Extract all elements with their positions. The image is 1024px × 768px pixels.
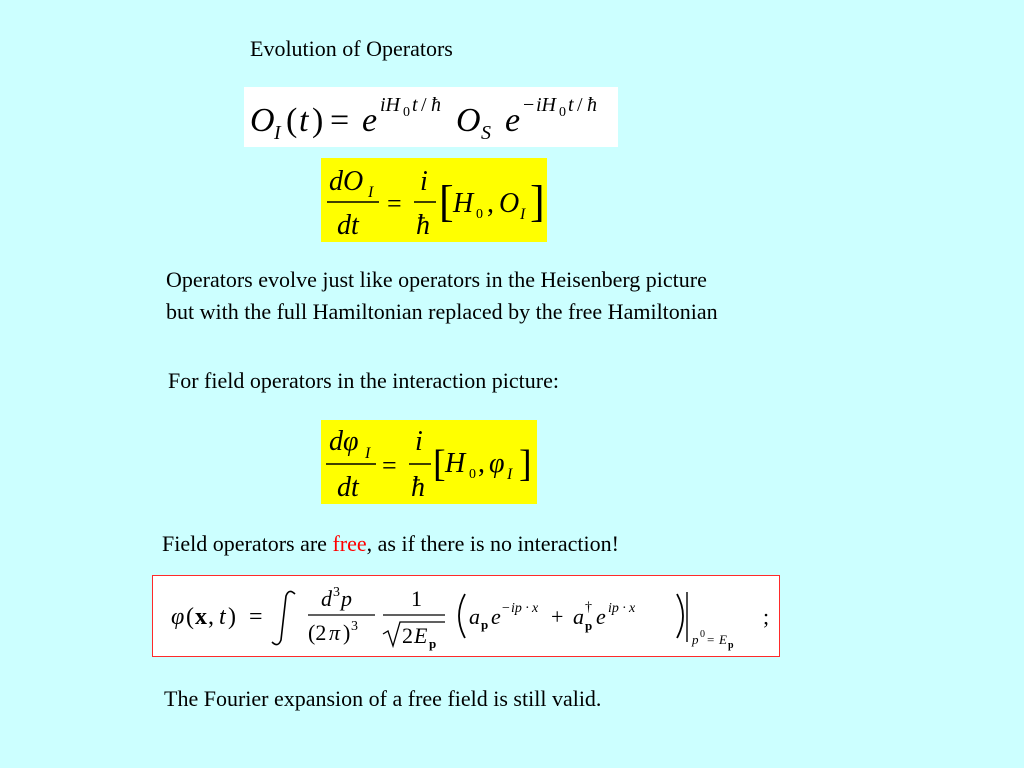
svg-text:φ: φ (489, 448, 505, 479)
svg-text:]: ] (519, 443, 532, 485)
free-field-text-before: Field operators are (162, 531, 333, 556)
svg-text:p: p (692, 632, 699, 647)
svg-text:e: e (505, 102, 521, 139)
svg-text:iH: iH (380, 94, 400, 116)
svg-text:;: ; (763, 604, 770, 629)
svg-text:d: d (321, 586, 332, 611)
svg-text:I: I (365, 445, 371, 462)
svg-text:O: O (250, 102, 275, 139)
svg-text:=: = (330, 102, 350, 139)
svg-text:−: − (523, 94, 535, 116)
svg-text:ħ: ħ (416, 210, 430, 241)
svg-text:H: H (453, 188, 474, 219)
svg-text:2: 2 (402, 623, 413, 648)
svg-text:E: E (719, 632, 727, 647)
svg-text:0: 0 (403, 105, 410, 120)
svg-text:I: I (274, 122, 281, 144)
svg-text:dt: dt (337, 210, 359, 241)
equation-operator-evolution (321, 158, 547, 242)
svg-text:e: e (596, 604, 606, 629)
svg-text:x: x (195, 604, 207, 630)
equation-field-evolution (321, 420, 537, 504)
svg-text:π: π (329, 620, 341, 645)
svg-text:I: I (507, 466, 513, 483)
svg-text:−: − (502, 601, 510, 616)
svg-text:O: O (499, 188, 520, 219)
svg-text:3: 3 (351, 619, 358, 634)
svg-text:t: t (412, 94, 418, 116)
svg-text:t: t (568, 94, 574, 116)
svg-text:(: ( (286, 102, 298, 139)
explanation-line-1: Operators evolve just like operators in the Heisenberg picture (166, 267, 707, 292)
slide-title: Evolution of Operators (250, 36, 453, 61)
svg-text:i: i (415, 426, 423, 457)
svg-text:e: e (362, 102, 378, 139)
svg-text:]: ] (530, 177, 545, 226)
fourier-statement: The Fourier expansion of a free field is still valid. (164, 686, 602, 711)
equation-fourier-expansion-svg (153, 576, 779, 656)
explanation-line-2: but with the full Hamiltonian replaced by the free Hamiltonian (166, 299, 718, 324)
svg-text:[: [ (439, 177, 454, 226)
svg-text:p: p (429, 636, 437, 651)
svg-text:/: / (421, 94, 427, 116)
free-field-text-after: , as if there is no interaction! (366, 531, 619, 556)
svg-text:): ) (312, 102, 324, 139)
svg-text:3: 3 (333, 585, 340, 600)
svg-text:dO: dO (329, 166, 364, 197)
svg-text:+: + (551, 604, 564, 629)
svg-text:/: / (577, 94, 583, 116)
svg-text:·: · (622, 601, 627, 616)
field-operators-intro: For field operators in the interaction picture: (168, 368, 559, 393)
svg-text:dt: dt (337, 472, 359, 503)
svg-text:I: I (520, 206, 526, 223)
svg-text:p: p (481, 617, 489, 632)
svg-text:(: ( (186, 604, 194, 630)
svg-text:,: , (487, 188, 494, 219)
svg-text:0: 0 (700, 629, 705, 640)
svg-text:ħ: ħ (431, 94, 441, 116)
svg-text:iH: iH (536, 94, 556, 116)
equation-operator-evolution-svg (321, 158, 547, 242)
equation-interaction-operator (244, 87, 618, 147)
svg-text:,: , (478, 448, 485, 479)
svg-text:†: † (585, 600, 592, 615)
svg-text:=: = (387, 189, 402, 218)
svg-text:ħ: ħ (587, 94, 597, 116)
svg-text:=: = (382, 451, 397, 480)
svg-text:): ) (343, 620, 351, 645)
svg-text:=: = (249, 604, 263, 630)
svg-text:S: S (481, 122, 491, 144)
svg-text:i: i (420, 166, 428, 197)
svg-text:e: e (491, 604, 501, 629)
svg-text:ip: ip (511, 601, 522, 616)
svg-text:p: p (341, 586, 352, 611)
svg-text:0: 0 (559, 105, 566, 120)
explanation-paragraph (166, 264, 926, 328)
svg-text:φ: φ (171, 604, 185, 630)
svg-text:ip: ip (608, 601, 619, 616)
equation-fourier-expansion (152, 575, 780, 657)
svg-text:I: I (368, 184, 374, 201)
equation-field-evolution-svg (321, 420, 537, 504)
svg-text:0: 0 (476, 207, 483, 222)
equation-interaction-operator-svg (244, 87, 618, 147)
svg-text:O: O (456, 102, 481, 139)
svg-text:0: 0 (469, 467, 476, 482)
svg-text:1: 1 (411, 586, 422, 611)
svg-text:t: t (219, 604, 226, 630)
svg-text:,: , (208, 604, 214, 630)
svg-text:[: [ (433, 443, 446, 485)
svg-text:H: H (445, 448, 466, 479)
svg-text:x: x (532, 601, 539, 616)
svg-text:a: a (469, 604, 480, 629)
svg-text:=: = (707, 632, 715, 647)
svg-text:(2: (2 (308, 620, 327, 645)
svg-text:p: p (728, 640, 734, 651)
free-highlight: free (332, 531, 367, 556)
svg-text:p: p (585, 618, 593, 633)
svg-text:x: x (629, 601, 636, 616)
svg-text:E: E (414, 623, 428, 648)
svg-text:dφ: dφ (329, 426, 359, 457)
svg-text:a: a (573, 604, 584, 629)
svg-text:·: · (525, 601, 530, 616)
free-field-statement (162, 528, 619, 560)
svg-text:ħ: ħ (411, 472, 425, 503)
svg-text:): ) (228, 604, 236, 630)
svg-text:t: t (299, 102, 309, 139)
